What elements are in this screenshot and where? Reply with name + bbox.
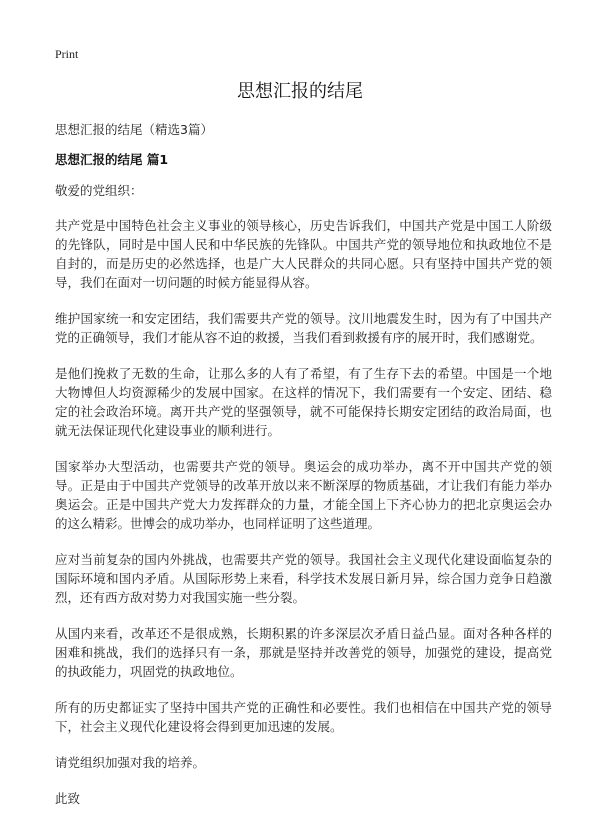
section-heading: 思想汇报的结尾 篇1 xyxy=(55,152,169,167)
paragraph-4: 国家举办大型活动，也需要共产党的领导。奥运会的成功举办，离不开中国共产党的领导。正是由于中国共产党领导的改革开放以来不断深厚的物质基础，才让我们有能力举办奥运会。正是中国共产党大力发挥群众的力量，才能全国上下齐心协力的把北京奥运会办的这么精彩。世博会的成功举办，也同样证明了这些道理。 xyxy=(55,459,552,531)
paragraph-5: 应对当前复杂的国内外挑战，也需要共产党的领导。我国社会主义现代化建设面临复杂的国际环境和国内矛盾。从国际形势上来看，科学技术发展日新月异，综合国力竞争日趋激烈，还有西方敌对势力对我国实施一些分裂。 xyxy=(55,552,552,605)
paragraph-6: 从国内来看，改革还不是很成熟，长期积累的许多深层次矛盾日益凸显。面对各种各样的困难和挑战，我们的选择只有一条，那就是坚持并改善党的领导，加强党的建设，提高党的执政能力，巩固党的执政地位。 xyxy=(55,626,552,679)
salutation: 敬爱的党组织： xyxy=(55,183,143,198)
page-title: 思想汇报的结尾 xyxy=(237,81,363,102)
paragraph-3: 是他们挽救了无数的生命，让那么多的人有了希望，有了生存下去的希望。中国是一个地大物博但人均资源稀少的发展中国家。在这样的情况下，我们需要有一个安定、团结、稳定的社会政治环境。离开共产党的坚强领导，就不可能保持长期安定团结的政治局面，也就无法保证现代化建设事业的顺利进行。 xyxy=(55,366,552,438)
paragraph-2: 维护国家统一和安定团结，我们需要共产党的领导。汶川地震发生时，因为有了中国共产党的正确领导，我们才能从容不迫的救援，当我们看到救援有序的展开时，我们感谢党。 xyxy=(55,311,552,345)
paragraph-8: 请党组织加强对我的培养。 xyxy=(55,755,206,770)
article-body xyxy=(55,181,552,825)
print-link[interactable]: Print xyxy=(55,47,79,61)
closing: 此致 xyxy=(55,791,81,806)
paragraph-7: 所有的历史都证实了坚持中国共产党的正确性和必要性。我们也相信在中国共产党的领导下，社会主义现代化建设将会得到更加迅速的发展。 xyxy=(55,700,552,734)
paragraph-1: 共产党是中国特色社会主义事业的领导核心，历史告诉我们，中国共产党是中国工人阶级的先锋队，同时是中国人民和中华民族的先锋队。中国共产党的领导地位和执政地位不是自封的，而是历史的必然选择，也是广大人民群众的共同心愿。只有坚持中国共产党的领导，我们在面对一切问题的时候方能显得从容。 xyxy=(55,218,552,290)
document-subtitle: 思想汇报的结尾（精选3篇） xyxy=(55,122,213,137)
